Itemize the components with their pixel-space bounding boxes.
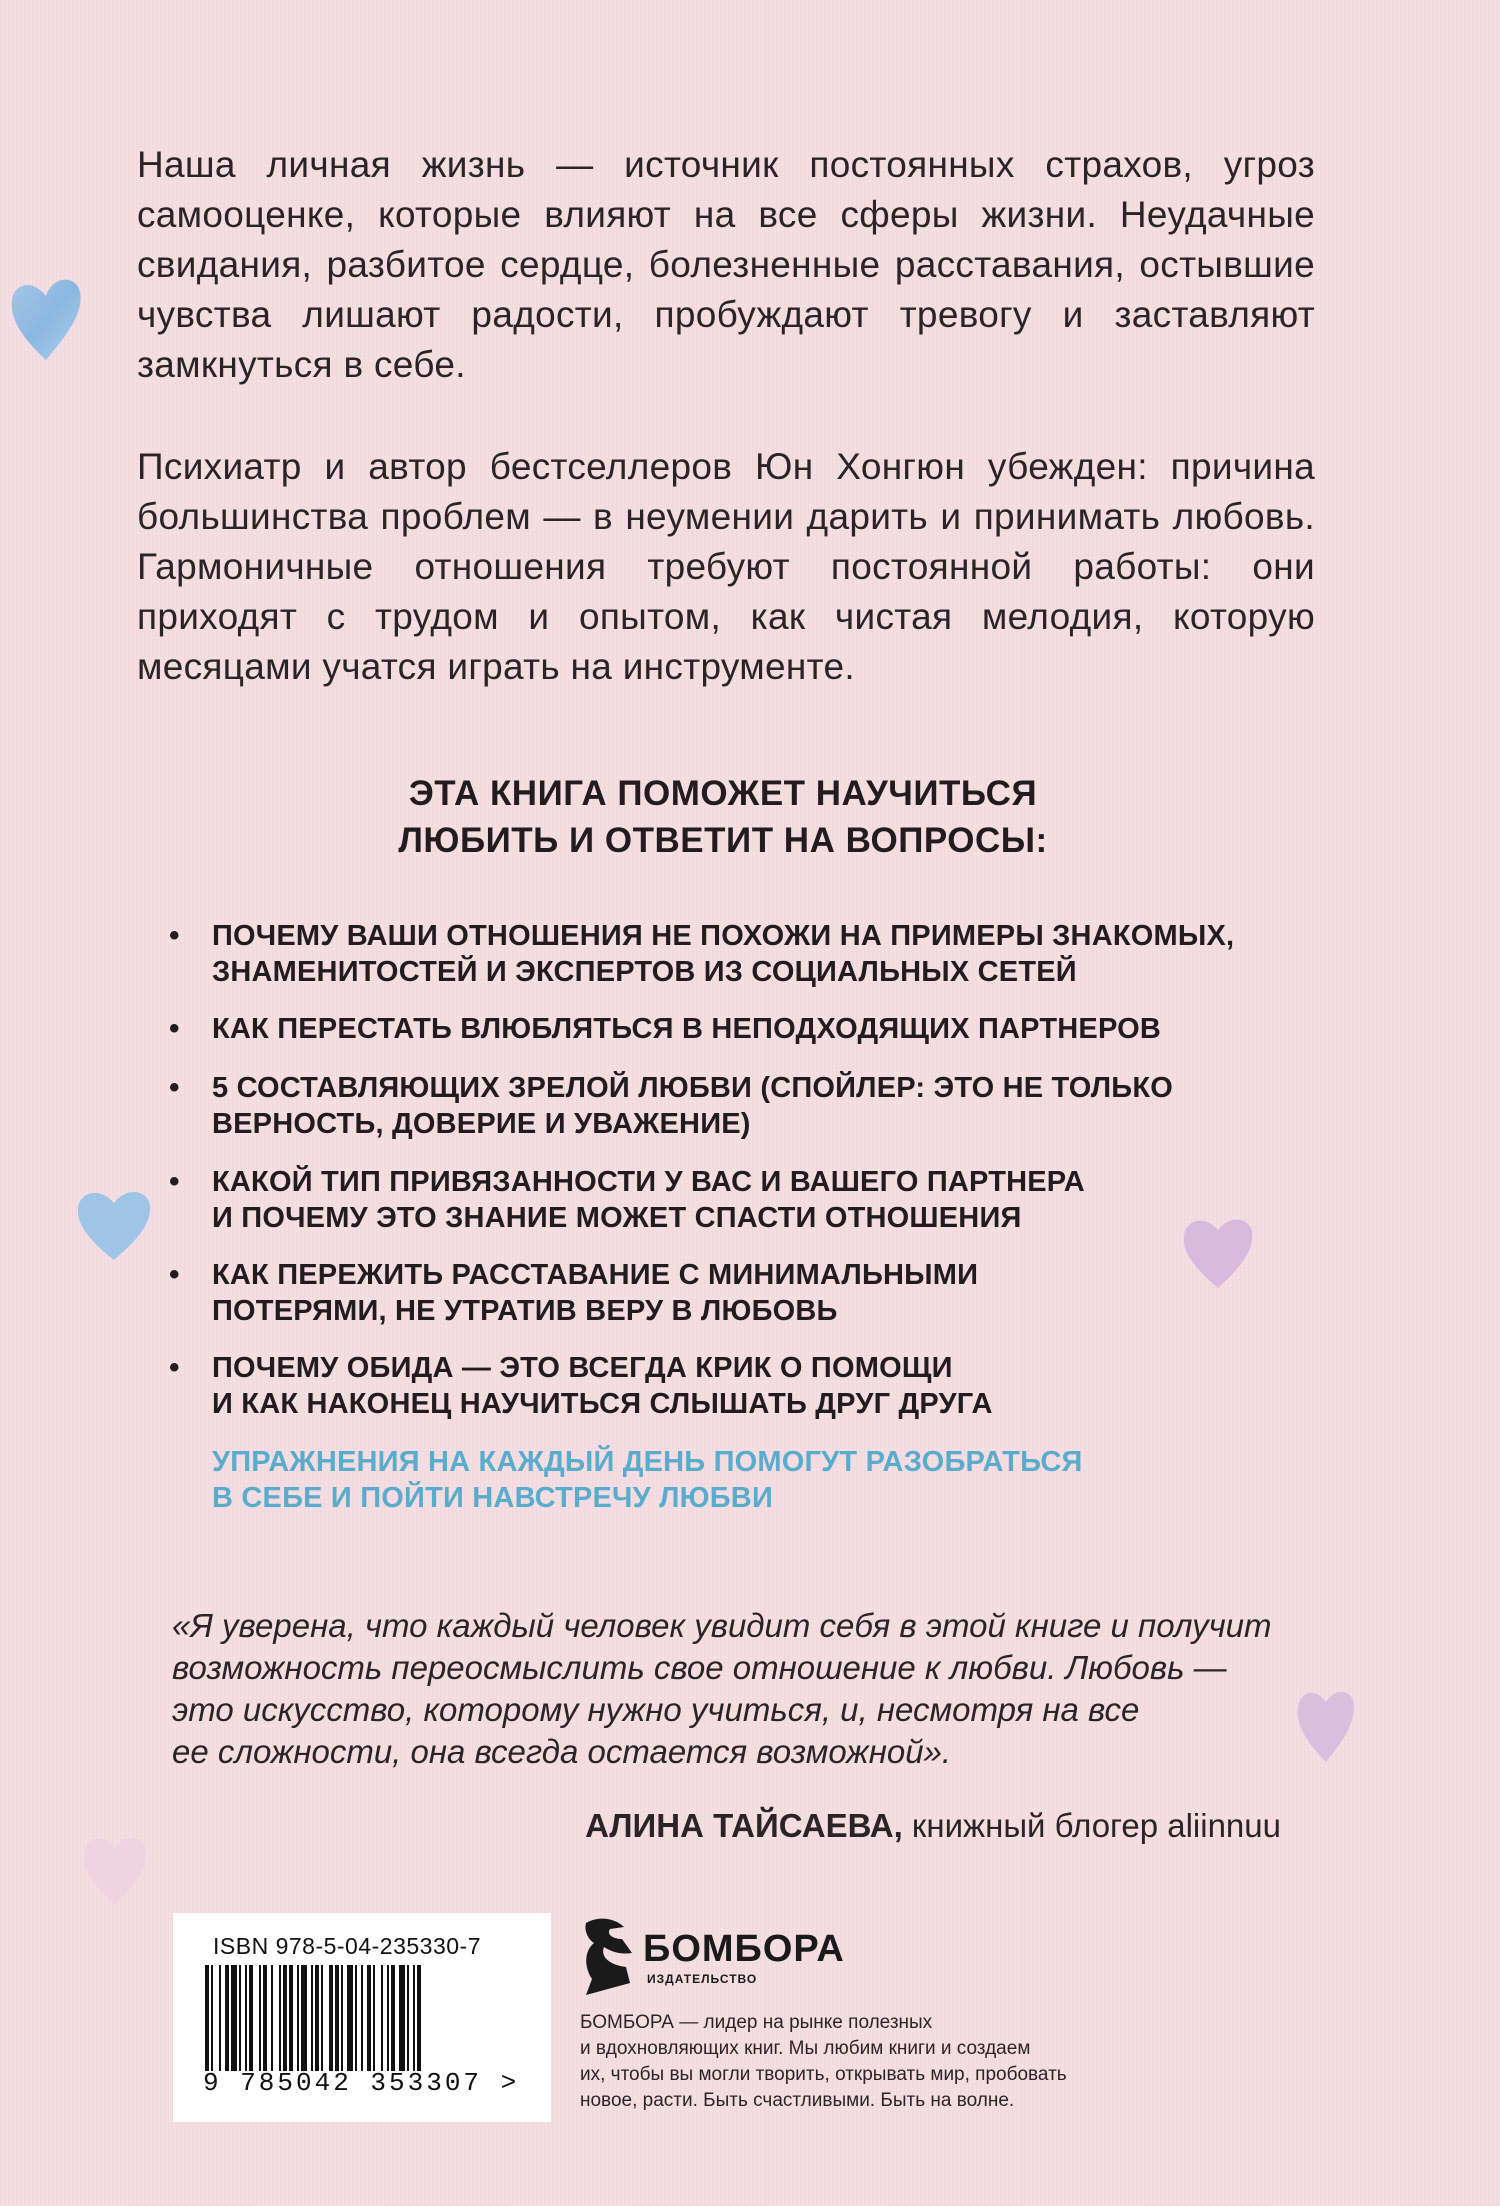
publisher-desc-line: БОМБОРА — лидер на рынке полезных <box>580 2012 933 2033</box>
barcode-bar <box>329 1965 333 2071</box>
barcode-bar <box>283 1965 287 2071</box>
publisher-description <box>580 2010 1140 2114</box>
list-item-text: 5 СОСТАВЛЯЮЩИХ ЗРЕЛОЙ ЛЮБВИ (СПОЙЛЕР: ЭТО НЕ ТОЛЬКО <box>212 1072 1173 1104</box>
highlight-line: УПРАЖНЕНИЯ НА КАЖДЫЙ ДЕНЬ ПОМОГУТ РАЗОБРАТЬСЯ <box>212 1446 1083 1478</box>
bullet-icon: • <box>169 1351 180 1384</box>
barcode-bar <box>387 1965 389 2071</box>
quote-author-role: книжный блогер aliinnuu <box>902 1807 1281 1844</box>
barcode-bar <box>259 1965 261 2071</box>
glitter-heart-icon <box>74 1184 154 1264</box>
barcode-bar <box>321 1965 323 2071</box>
barcode-bar <box>263 1965 267 2071</box>
list-item <box>169 1164 1342 1236</box>
list-item <box>169 918 1342 990</box>
quote-line: ее сложности, она всегда остается возможной». <box>172 1733 952 1770</box>
barcode-image <box>205 1965 521 2071</box>
list-item-text: И ПОЧЕМУ ЭТО ЗНАНИЕ МОЖЕТ СПАСТИ ОТНОШЕНИЯ <box>212 1202 1022 1234</box>
bullet-icon: • <box>169 1071 180 1104</box>
barcode-bar <box>361 1965 363 2071</box>
barcode-bar <box>335 1965 339 2071</box>
glitter-heart-icon <box>1294 1682 1358 1766</box>
barcode-bar <box>355 1965 357 2071</box>
barcode-bar <box>417 1965 421 2071</box>
barcode-bar <box>211 1965 213 2071</box>
quote-line: «Я уверена, что каждый человек увидит себя в этой книге и получит <box>172 1607 1272 1644</box>
quote-author-name: АЛИНА ТАЙСАЕВА, <box>585 1807 903 1844</box>
barcode-bar <box>249 1965 253 2071</box>
list-item <box>169 1011 1342 1047</box>
list-item-text: КАК ПЕРЕСТАТЬ ВЛЮБЛЯТЬСЯ В НЕПОДХОДЯЩИХ ПАРТНЕРОВ <box>212 1013 1162 1045</box>
publisher-desc-line: новое, расти. Быть счастливыми. Быть на волне. <box>580 2090 1015 2111</box>
publisher-subtitle: ИЗДАТЕЛЬСТВО <box>647 1972 758 1986</box>
barcode-bar <box>381 1965 383 2071</box>
glitter-heart-icon <box>8 272 84 364</box>
barcode-bar <box>413 1965 415 2071</box>
barcode-digits: 9 785042 353307 > <box>203 2068 520 2098</box>
barcode-bar <box>297 1965 299 2071</box>
list-item-text: ВЕРНОСТЬ, ДОВЕРИЕ И УВАЖЕНИЕ) <box>212 1108 751 1140</box>
bullet-icon: • <box>169 1258 180 1291</box>
barcode-bar <box>391 1965 395 2071</box>
quote-line: возможность переосмыслить свое отношение к любви. Любовь — <box>172 1649 1227 1686</box>
barcode-bar <box>271 1965 273 2071</box>
isbn-label: ISBN 978-5-04-235330-7 <box>213 1933 481 1959</box>
heading-line: ЛЮБИТЬ И ОТВЕТИТ НА ВОПРОСЫ: <box>398 821 1048 860</box>
list-item <box>169 1350 1342 1422</box>
barcode-bar <box>367 1965 371 2071</box>
bullet-icon: • <box>169 919 180 952</box>
publisher-name: БОМБОРА <box>643 1928 845 1970</box>
intro-paragraph-2: Психиатр и автор бестселлеров Юн Хонгюн убежден: причина большинства проблем — в неумении дарить и принимать любовь. Гармоничные отношения требуют постоянной работы: они приходят с трудом и опытом, как чистая мелодия, которую месяцами учатся играть на инструменте. <box>137 446 1315 687</box>
barcode-bar <box>341 1965 343 2071</box>
bombora-logo-icon <box>580 1913 638 1997</box>
barcode-bar <box>311 1965 313 2071</box>
list-item-text: КАКОЙ ТИП ПРИВЯЗАННОСТИ У ВАС И ВАШЕГО ПАРТНЕРА <box>212 1166 1085 1198</box>
highlight-note <box>212 1444 1342 1516</box>
barcode-bar <box>225 1965 229 2071</box>
list-item-text: ЗНАМЕНИТОСТЕЙ И ЭКСПЕРТОВ ИЗ СОЦИАЛЬНЫХ СЕТЕЙ <box>212 956 1077 988</box>
glitter-heart-icon <box>80 1828 150 1908</box>
barcode-bar <box>205 1965 209 2071</box>
quote-line: это искусство, которому нужно учиться, и, несмотря на все <box>172 1691 1140 1728</box>
highlight-line: В СЕБЕ И ПОЙТИ НАВСТРЕЧУ ЛЮБВИ <box>212 1482 773 1514</box>
list-item <box>169 1070 1342 1142</box>
barcode-bar <box>231 1965 237 2071</box>
barcode-bar <box>301 1965 307 2071</box>
barcode-bar <box>347 1965 353 2071</box>
barcode-bar <box>399 1965 405 2071</box>
list-item-text: ПОЧЕМУ ВАШИ ОТНОШЕНИЯ НЕ ПОХОЖИ НА ПРИМЕРЫ ЗНАКОМЫХ, <box>212 920 1235 952</box>
review-quote <box>172 1605 1302 1773</box>
barcode-bar <box>315 1965 319 2071</box>
barcode-bar <box>373 1965 375 2071</box>
barcode-bar <box>279 1965 281 2071</box>
barcode-bar <box>219 1965 221 2071</box>
barcode-bar <box>289 1965 293 2071</box>
barcode-bar <box>239 1965 241 2071</box>
section-heading <box>0 770 1446 864</box>
bullet-icon: • <box>169 1165 180 1198</box>
list-item-text: ПОТЕРЯМИ, НЕ УТРАТИВ ВЕРУ В ЛЮБОВЬ <box>212 1295 838 1327</box>
list-item-text: И КАК НАКОНЕЦ НАУЧИТЬСЯ СЛЫШАТЬ ДРУГ ДРУГА <box>212 1388 993 1420</box>
intro-paragraph-1: Наша личная жизнь — источник постоянных страхов, угроз самооценке, которые влияют на все сферы жизни. Неудачные свидания, разбитое сердце, болезненные расставания, остывшие чувства лишают радости, пробуждают тревогу и заставляют замкнуться в себе. <box>137 144 1315 385</box>
list-item-text: КАК ПЕРЕЖИТЬ РАССТАВАНИЕ С МИНИМАЛЬНЫМИ <box>212 1259 979 1291</box>
barcode-bar <box>407 1965 409 2071</box>
barcode-box <box>173 1913 551 2122</box>
publisher-desc-line: их, чтобы вы могли творить, открывать мир, пробовать <box>580 2064 1067 2085</box>
bullet-icon: • <box>169 1012 180 1045</box>
publisher-desc-line: и вдохновляющих книг. Мы любим книги и создаем <box>580 2038 1031 2059</box>
quote-attribution <box>585 1805 1281 1847</box>
list-item <box>169 1257 1342 1329</box>
list-item-text: ПОЧЕМУ ОБИДА — ЭТО ВСЕГДА КРИК О ПОМОЩИ <box>212 1352 953 1384</box>
barcode-bar <box>245 1965 247 2071</box>
heading-line: ЭТА КНИГА ПОМОЖЕТ НАУЧИТЬСЯ <box>408 774 1038 813</box>
